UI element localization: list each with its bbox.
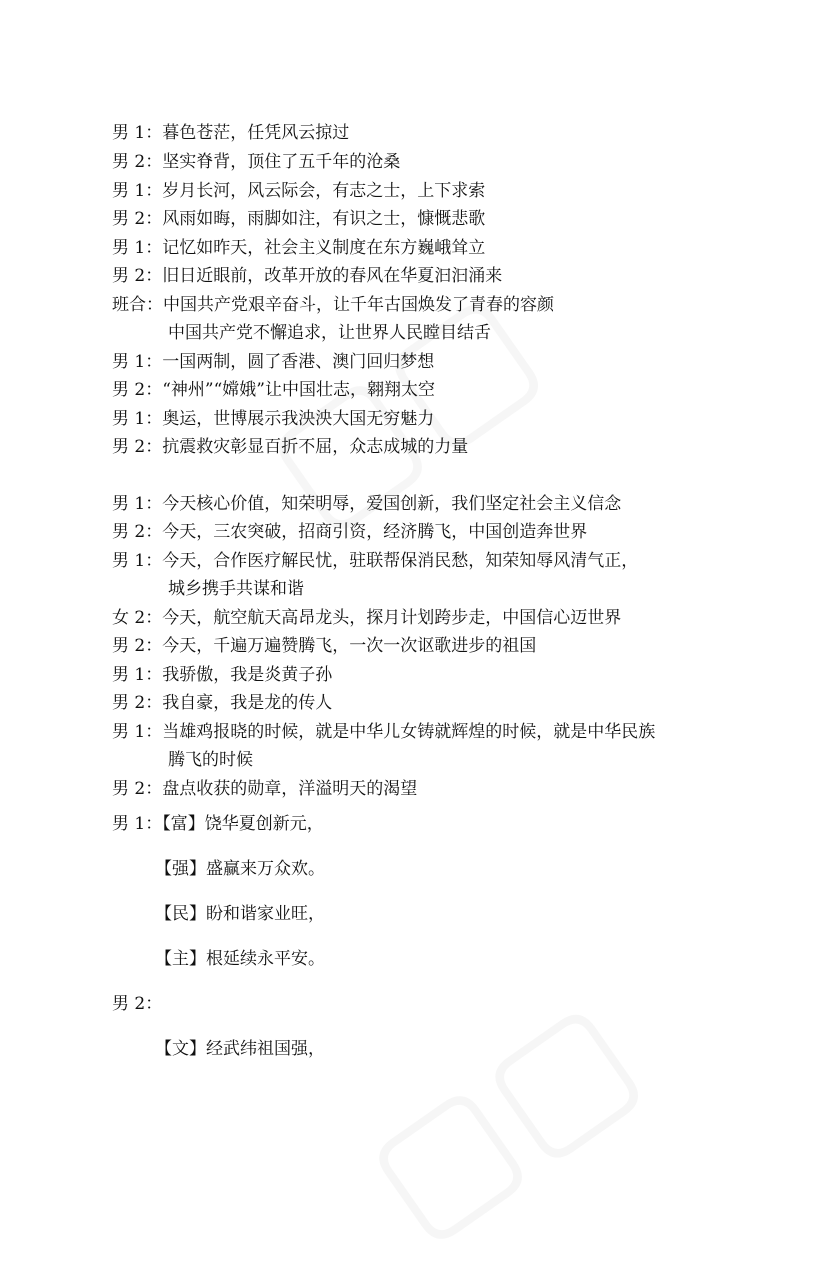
script-line: 男 2：	[112, 994, 163, 1014]
verse-line: 【强】盛赢来万众欢。	[155, 859, 325, 879]
script-line: 男 1：记忆如昨天，社会主义制度在东方巍峨耸立	[112, 238, 486, 258]
script-line: 男 2：抗震救灾彰显百折不屈，众志成城的力量	[112, 437, 469, 457]
script-line: 男 1：【富】饶华夏创新元，	[112, 814, 324, 834]
verse-line: 【文】经武纬祖国强，	[155, 1039, 325, 1059]
script-line: 男 1：岁月长河，风云际会，有志之士，上下求索	[112, 181, 486, 201]
script-line: 男 1：今天，合作医疗解民忧，驻联帮保消民愁，知荣知辱风清气正，	[112, 551, 639, 571]
script-line-continuation: 腾飞的时候	[168, 750, 253, 770]
script-line: 女 2：今天，航空航天高昂龙头，探月计划跨步走，中国信心迈世界	[112, 608, 622, 628]
script-line: 男 2：今天，三农突破，招商引资，经济腾飞，中国创造奔世界	[112, 522, 588, 542]
script-line: 班合：中国共产党艰辛奋斗，让千年古国焕发了青春的容颜	[112, 295, 554, 315]
script-line: 男 1：今天核心价值，知荣明辱，爱国创新，我们坚定社会主义信念	[112, 494, 622, 514]
script-line: 男 2：盘点收获的勋章，洋溢明天的渴望	[112, 779, 418, 799]
script-line: 男 1：一国两制，圆了香港、澳门回归梦想	[112, 352, 435, 372]
script-line: 男 2：旧日近眼前，改革开放的春风在华夏汩汩涌来	[112, 266, 503, 286]
script-line: 男 2：坚实脊背，顶住了五千年的沧桑	[112, 152, 401, 172]
script-line: 男 2：我自豪，我是龙的传人	[112, 693, 333, 713]
script-line: 男 2：“神州”“嫦娥”让中国壮志，翱翔太空	[112, 380, 435, 400]
script-line: 男 1：我骄傲，我是炎黄子孙	[112, 665, 333, 685]
script-line: 男 1：暮色苍茫，任凭风云掠过	[112, 123, 350, 143]
script-line: 男 1：奥运，世博展示我泱泱大国无穷魅力	[112, 409, 435, 429]
script-line: 男 1：当雄鸡报晓的时候，就是中华儿女铸就辉煌的时候，就是中华民族	[112, 722, 656, 742]
verse-line: 【主】根延续永平安。	[155, 949, 325, 969]
script-line: 男 2：今天，千遍万遍赞腾飞，一次一次讴歌进步的祖国	[112, 636, 537, 656]
script-line: 男 2：风雨如晦，雨脚如注，有识之士，慷慨悲歌	[112, 209, 486, 229]
script-line-continuation: 中国共产党不懈追求，让世界人民瞠目结舌	[168, 323, 491, 343]
verse-line: 【民】盼和谐家业旺，	[155, 904, 325, 924]
script-line-continuation: 城乡携手共谋和谐	[168, 579, 304, 599]
